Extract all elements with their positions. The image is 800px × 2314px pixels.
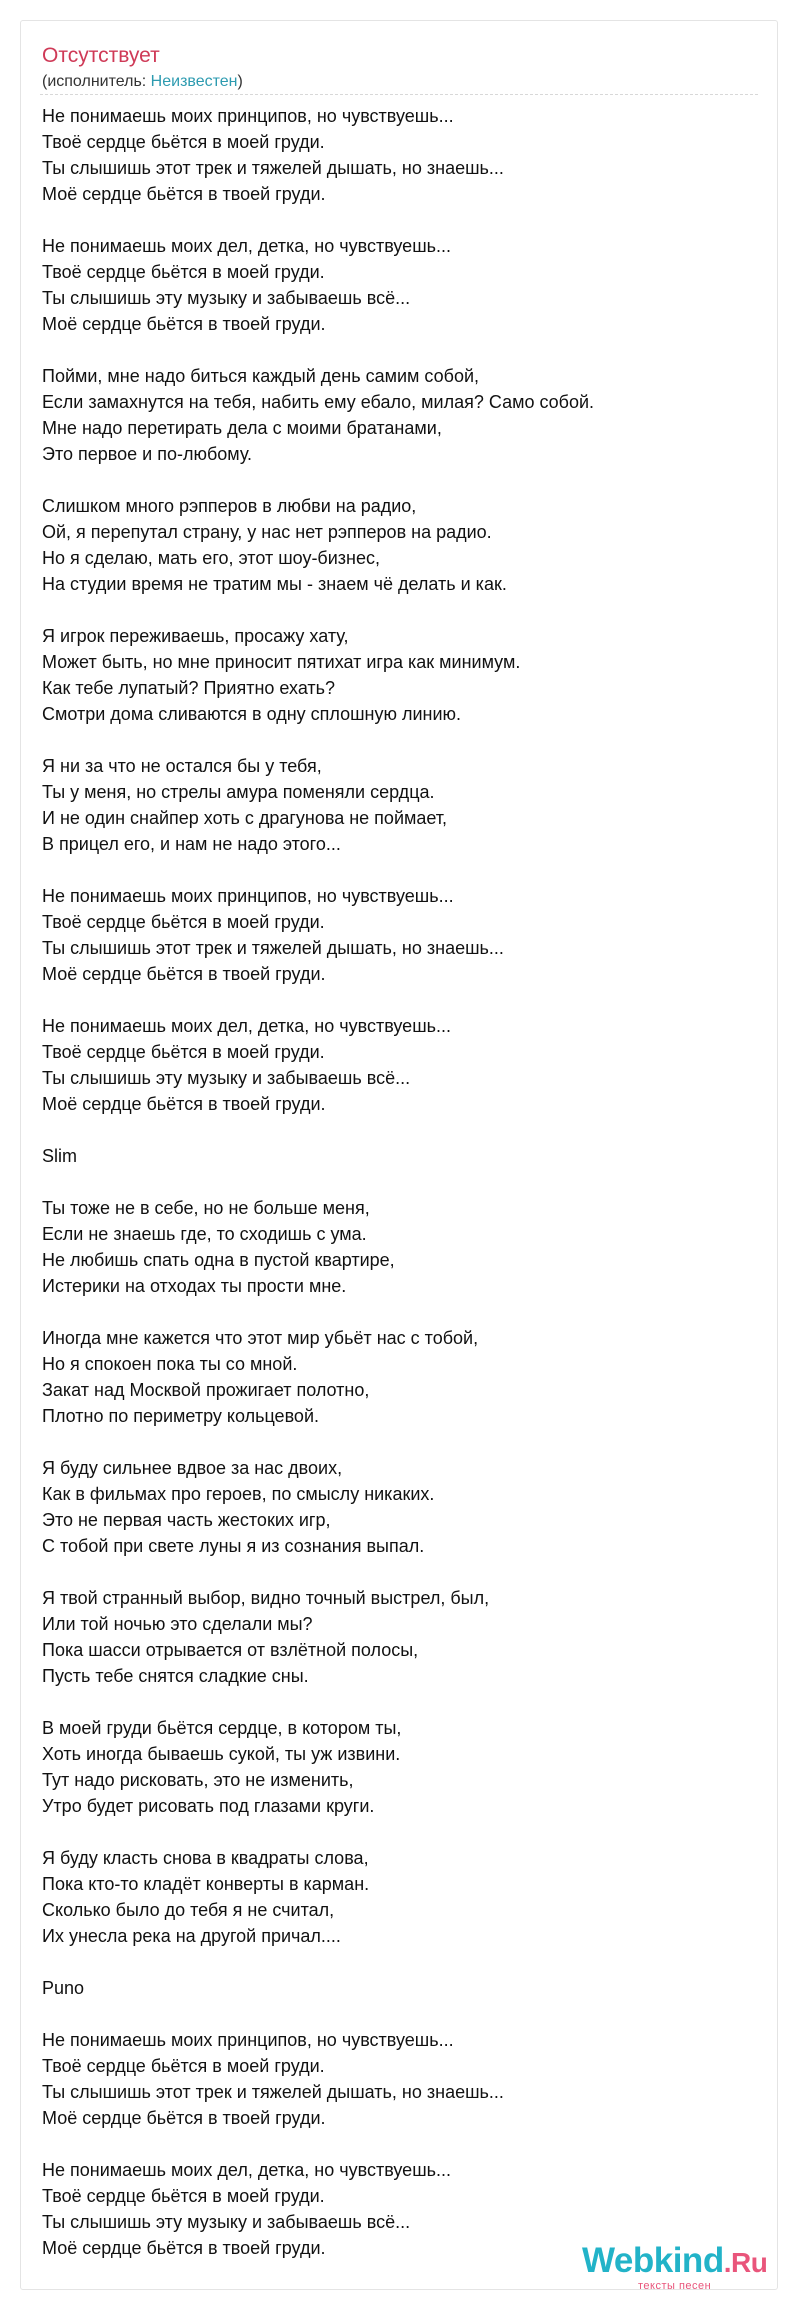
lyrics-line: Не понимаешь моих принципов, но чувствуешь... (42, 886, 454, 906)
lyrics-line: Но я спокоен пока ты со мной. (42, 1354, 298, 1374)
lyrics-blank-line (42, 1117, 742, 1143)
lyrics-line: Плотно по периметру кольцевой. (42, 1406, 319, 1426)
logo-ru-text: .Ru (723, 2247, 768, 2278)
lyrics-line: Я буду класть снова в квадраты слова, (42, 1848, 369, 1868)
lyrics-line: Тут надо рисковать, это не изменить, (42, 1770, 354, 1790)
lyrics-line: Слишком много рэпперов в любви на радио, (42, 496, 417, 516)
lyrics-line: Не понимаешь моих дел, детка, но чувствуешь... (42, 1016, 452, 1036)
lyrics-blank-line (42, 467, 742, 493)
lyrics-line: Ты слышишь эту музыку и забываешь всё... (42, 288, 411, 308)
lyrics-line: Или той ночью это сделали мы? (42, 1614, 313, 1634)
lyrics-body (42, 103, 742, 2261)
header-divider (40, 94, 758, 95)
lyrics-line: Я твой странный выбор, видно точный выстрел, был, (42, 1588, 490, 1608)
logo-wordmark (582, 2242, 772, 2282)
logo-web-text: Webkind (582, 2241, 724, 2280)
lyrics-line: Твоё сердце бьётся в моей груди. (42, 2186, 325, 2206)
artist-suffix: ) (237, 73, 243, 90)
lyrics-line: Хоть иногда бываешь сукой, ты уж извини. (42, 1744, 401, 1764)
lyrics-line: Пока шасси отрывается от взлётной полосы, (42, 1640, 419, 1660)
lyrics-line: С тобой при свете луны я из сознания выпал. (42, 1536, 425, 1556)
lyrics-line: Пока кто-то кладёт конверты в карман. (42, 1874, 370, 1894)
lyrics-line: Моё сердце бьётся в твоей груди. (42, 964, 326, 984)
lyrics-line: Твоё сердце бьётся в моей груди. (42, 1042, 325, 1062)
lyrics-line: Ты слышишь этот трек и тяжелей дышать, но знаешь... (42, 2082, 504, 2102)
lyrics-line: Моё сердце бьётся в твоей груди. (42, 184, 326, 204)
lyrics-line: Моё сердце бьётся в твоей груди. (42, 1094, 326, 1114)
lyrics-blank-line (42, 2001, 742, 2027)
artist-prefix: (исполнитель: (42, 73, 151, 90)
lyrics-line: Ты слышишь эту музыку и забываешь всё... (42, 1068, 411, 1088)
lyrics-line: Не любишь спать одна в пустой квартире, (42, 1250, 395, 1270)
lyrics-blank-line (42, 1169, 742, 1195)
lyrics-line: Я ни за что не остался бы у тебя, (42, 756, 322, 776)
lyrics-line: Твоё сердце бьётся в моей груди. (42, 2056, 325, 2076)
lyrics-line: Закат над Москвой прожигает полотно, (42, 1380, 370, 1400)
lyrics-line: Я буду сильнее вдвое за нас двоих, (42, 1458, 343, 1478)
lyrics-line: Puno (42, 1978, 85, 1998)
lyrics-line: Может быть, но мне приносит пятихат игра как минимум. (42, 652, 521, 672)
lyrics-line: Пусть тебе снятся сладкие сны. (42, 1666, 309, 1686)
lyrics-blank-line (42, 727, 742, 753)
lyrics-line: Как в фильмах про героев, по смыслу никаких. (42, 1484, 435, 1504)
lyrics-line: Утро будет рисовать под глазами круги. (42, 1796, 375, 1816)
lyrics-line: Твоё сердце бьётся в моей груди. (42, 132, 325, 152)
lyrics-blank-line (42, 1429, 742, 1455)
lyrics-blank-line (42, 2131, 742, 2157)
lyrics-blank-line (42, 337, 742, 363)
lyrics-blank-line (42, 207, 742, 233)
lyrics-line: Не понимаешь моих дел, детка, но чувствуешь... (42, 236, 452, 256)
lyrics-line: В прицел его, и нам не надо этого... (42, 834, 341, 854)
logo-tagline: тексты песен (638, 2280, 712, 2292)
lyrics-line: Ты слышишь эту музыку и забываешь всё... (42, 2212, 411, 2232)
lyrics-line: Моё сердце бьётся в твоей груди. (42, 2238, 326, 2258)
lyrics-line: Моё сердце бьётся в твоей груди. (42, 2108, 326, 2128)
lyrics-line: Твоё сердце бьётся в моей груди. (42, 262, 325, 282)
lyrics-line: Пойми, мне надо биться каждый день самим собой, (42, 366, 480, 386)
artist-link[interactable]: Неизвестен (150, 73, 238, 90)
lyrics-line: Сколько было до тебя я не считал, (42, 1900, 335, 1920)
lyrics-line: Если замахнутся на тебя, набить ему ебало, милая? Само собой. (42, 392, 595, 412)
lyrics-line: Как тебе лупатый? Приятно ехать? (42, 678, 336, 698)
lyrics-blank-line (42, 1819, 742, 1845)
lyrics-line: Истерики на отходах ты прости мне. (42, 1276, 347, 1296)
lyrics-line: На студии время не тратим мы - знаем чё делать и как. (42, 574, 507, 594)
lyrics-line: Иногда мне кажется что этот мир убьёт нас с тобой, (42, 1328, 479, 1348)
lyrics-line: Их унесла река на другой причал.... (42, 1926, 341, 1946)
lyrics-blank-line (42, 1949, 742, 1975)
lyrics-line: Ты у меня, но стрелы амура поменяли сердца. (42, 782, 435, 802)
lyrics-line: Смотри дома сливаются в одну сплошную линию. (42, 704, 462, 724)
lyrics-blank-line (42, 987, 742, 1013)
lyrics-line: Не понимаешь моих дел, детка, но чувствуешь... (42, 2160, 452, 2180)
lyrics-blank-line (42, 1559, 742, 1585)
lyrics-line: Ой, я перепутал страну, у нас нет рэпперов на радио. (42, 522, 492, 542)
lyrics-blank-line (42, 857, 742, 883)
lyrics-line: Не понимаешь моих принципов, но чувствуешь... (42, 2030, 454, 2050)
site-logo[interactable] (582, 2242, 772, 2294)
lyrics-line: Ты тоже не в себе, но не больше меня, (42, 1198, 370, 1218)
lyrics-line: Мне надо перетирать дела с моими братанами, (42, 418, 442, 438)
lyrics-line: И не один снайпер хоть с драгунова не поймает, (42, 808, 448, 828)
lyrics-line: Это не первая часть жестоких игр, (42, 1510, 331, 1530)
lyrics-line: Моё сердце бьётся в твоей груди. (42, 314, 326, 334)
lyrics-line: Твоё сердце бьётся в моей груди. (42, 912, 325, 932)
lyrics-line: Не понимаешь моих принципов, но чувствуешь... (42, 106, 454, 126)
lyrics-blank-line (42, 597, 742, 623)
lyrics-line: Я игрок переживаешь, просажу хату, (42, 626, 349, 646)
lyrics-line: Если не знаешь где, то сходишь с ума. (42, 1224, 367, 1244)
lyrics-line: Но я сделаю, мать его, этот шоу-бизнес, (42, 548, 381, 568)
lyrics-blank-line (42, 1299, 742, 1325)
lyrics-line: Ты слышишь этот трек и тяжелей дышать, но знаешь... (42, 938, 504, 958)
lyrics-line: В моей груди бьётся сердце, в котором ты, (42, 1718, 402, 1738)
song-title: Отсутствует (42, 44, 160, 67)
lyrics-line: Это первое и по-любому. (42, 444, 253, 464)
artist-line (42, 72, 243, 92)
lyrics-blank-line (42, 1689, 742, 1715)
lyrics-line: Slim (42, 1146, 77, 1166)
lyrics-line: Ты слышишь этот трек и тяжелей дышать, но знаешь... (42, 158, 504, 178)
